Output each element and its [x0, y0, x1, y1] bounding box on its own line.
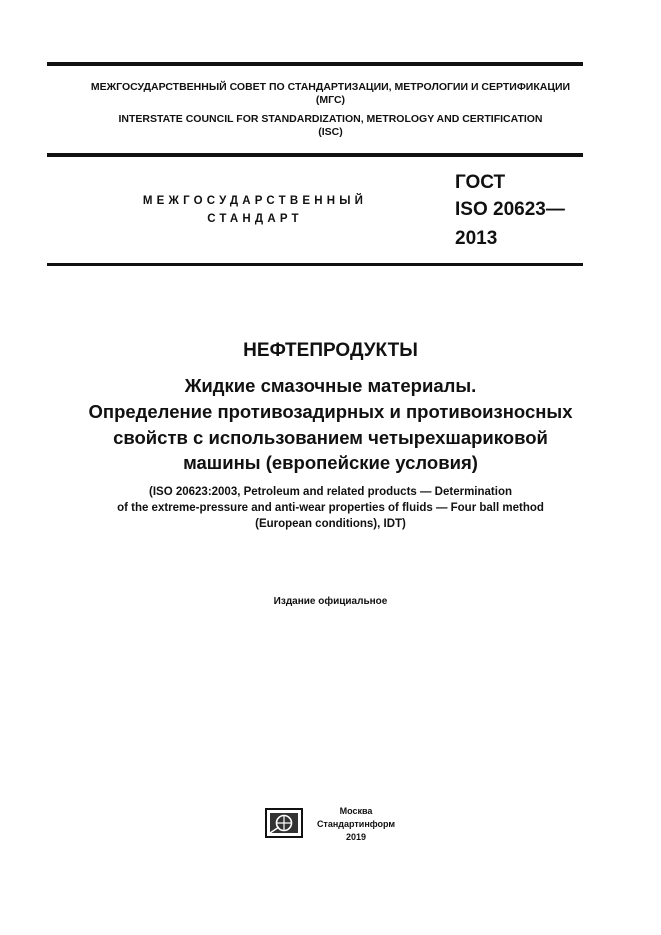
subtitle-line3: свойств с использованием четырехшариковой [113, 427, 548, 448]
iso-reference-line1: (ISO 20623:2003, Petroleum and related products — Determination [149, 486, 512, 498]
council-en-line1: INTERSTATE COUNCIL FOR STANDARDIZATION, METROLOGY AND CERTIFICATION [118, 113, 543, 125]
subtitle-line4: машины (европейские условия) [183, 452, 478, 473]
gost-year: 2013 [455, 228, 498, 249]
publisher-year: 2019 [345, 832, 367, 842]
standard-type-line2: СТАНДАРТ [207, 213, 303, 225]
council-en-line2: (ISC) [318, 126, 343, 138]
page-title: НЕФТЕПРОДУКТЫ [243, 340, 418, 361]
gost-number: ISO 20623— [455, 199, 565, 220]
subtitle-line1: Жидкие смазочные материалы. [184, 375, 477, 396]
publisher-name: Стандартинформ [316, 819, 396, 829]
subtitle-line2: Определение противозадирных и противоизносных [88, 401, 573, 422]
standard-type-line1: МЕЖГОСУДАРСТВЕННЫЙ [142, 195, 368, 207]
header-rule [47, 153, 583, 157]
iso-reference-line3: (European conditions), IDT) [255, 518, 406, 530]
edition-label: Издание официальное [273, 596, 388, 607]
standartinform-logo-icon [265, 808, 303, 838]
council-ru-line2: (МГС) [315, 94, 346, 106]
iso-reference-line2: of the extreme-pressure and anti-wear properties of fluids — Four ball method [117, 502, 544, 514]
top-rule [47, 62, 583, 66]
publisher-city: Москва [339, 806, 373, 816]
designation-rule [47, 263, 583, 266]
council-ru-line1: МЕЖГОСУДАРСТВЕННЫЙ СОВЕТ ПО СТАНДАРТИЗАЦИИ, МЕТРОЛОГИИ И СЕРТИФИКАЦИИ [90, 81, 571, 93]
gost-label: ГОСТ [455, 172, 506, 193]
